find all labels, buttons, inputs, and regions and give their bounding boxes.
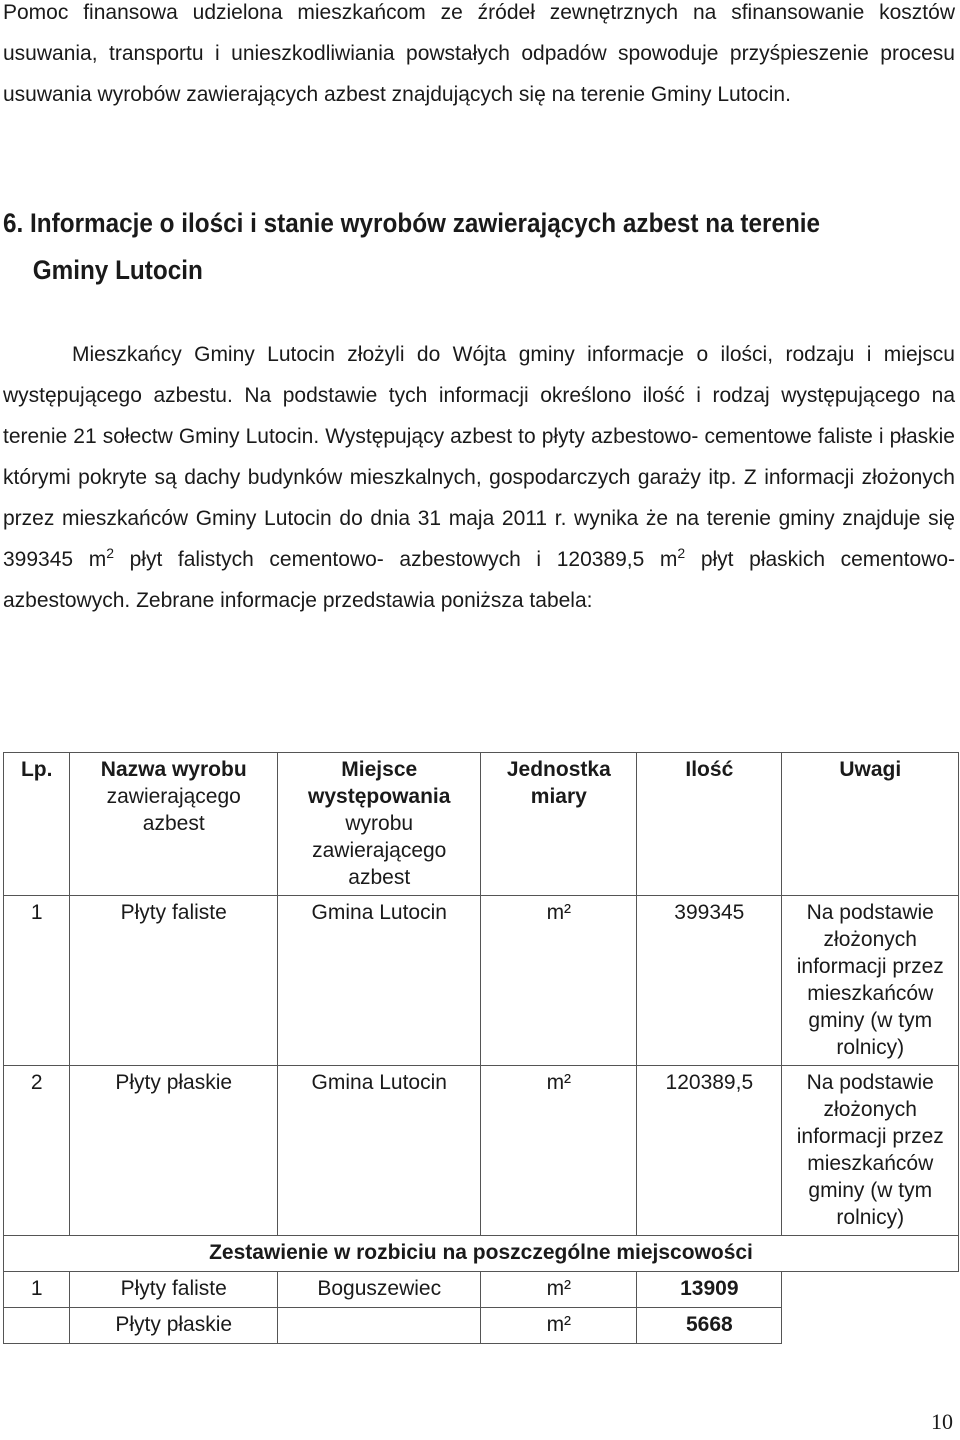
page-number: 10 <box>931 1409 953 1434</box>
header-name <box>70 753 278 896</box>
superscript-2: 2 <box>677 545 686 561</box>
cell-lp: 2 <box>4 1066 70 1236</box>
breakdown-qty: 5668 <box>637 1308 782 1344</box>
header-lp: Lp. <box>4 753 70 896</box>
body-paragraph <box>3 334 955 621</box>
table-header-row <box>4 753 959 896</box>
section-heading <box>3 200 955 294</box>
table-row <box>4 896 959 1066</box>
cell-qty: 399345 <box>637 896 782 1066</box>
header-notes: Uwagi <box>782 753 959 896</box>
breakdown-name: Płyty faliste <box>70 1272 278 1308</box>
section-title-line2: Gminy Lutocin <box>32 255 203 285</box>
breakdown-row <box>4 1272 959 1308</box>
header-unit: Jednostka miary <box>481 753 637 896</box>
section-number: 6. <box>3 208 24 238</box>
breakdown-qty: 13909 <box>637 1272 782 1308</box>
header-name-bold: Nazwa wyrobu <box>100 758 247 781</box>
summary-row <box>4 1236 959 1272</box>
intro-paragraph: Pomoc finansowa udzielona mieszkańcom ze źródeł zewnętrznych na sfinansowanie kosztów usuwania, transportu i unieszkodliwiania powstałych odpadów spowoduje przyśpieszenie procesu usuwania wyrobów zawierających azbest znajdujących się na terenie Gminy Lutocin. <box>3 1 955 106</box>
cell-notes: Na podstawie złożonych informacji przez mieszkańców gminy (w tym rolnicy) <box>782 896 959 1066</box>
header-place-rest: wyrobu zawierającego azbest <box>312 812 447 889</box>
header-place-bold: Miejsce występowania <box>308 758 451 808</box>
cell-name: Płyty faliste <box>70 896 278 1066</box>
cell-name: Płyty płaskie <box>70 1066 278 1236</box>
breakdown-lp <box>4 1308 70 1344</box>
cell-unit: m² <box>481 896 637 1066</box>
breakdown-place: Boguszewiec <box>278 1272 481 1308</box>
header-place <box>278 753 481 896</box>
summary-title: Zestawienie w rozbiciu na poszczególne miejscowości <box>4 1236 959 1272</box>
breakdown-lp: 1 <box>4 1272 70 1308</box>
body-text-part3: płyt płaskich cementowo- azbestowych. Zebrane informacje przedstawia poniższa tabela: <box>3 548 956 612</box>
header-qty: Ilość <box>637 753 782 896</box>
section-title-line1: Informacje o ilości i stanie wyrobów zawierających azbest na terenie <box>30 208 821 238</box>
cell-qty: 120389,5 <box>637 1066 782 1236</box>
breakdown-unit: m² <box>481 1272 637 1308</box>
cell-unit: m² <box>481 1066 637 1236</box>
breakdown-empty <box>782 1272 959 1344</box>
table-row <box>4 1066 959 1236</box>
breakdown-unit: m² <box>481 1308 637 1344</box>
superscript-1: 2 <box>106 545 114 561</box>
header-name-rest: zawierającego azbest <box>106 785 241 835</box>
breakdown-name: Płyty płaskie <box>70 1308 278 1344</box>
cell-notes: Na podstawie złożonych informacji przez mieszkańców gminy (w tym rolnicy) <box>782 1066 959 1236</box>
body-text-part1: Mieszkańcy Gminy Lutocin złożyli do Wójta gminy informacje o ilości, rodzaju i miejscu występującego azbestu. Na podstawie tych informacji określono ilość i rodzaj występującego na terenie 21 sołectw Gminy Lutocin. Występujący azbest to płyty azbestowo- cementowe faliste i płaskie którymi pokryte są dachy budynków mieszkalnych, gospodarczych garaży itp. Z informacji złożonych przez mieszkańców Gminy Lutocin do dnia 31 maja 2011 r. wynika że na terenie gminy znajduje się 399345 m <box>3 343 955 571</box>
breakdown-place <box>278 1308 481 1344</box>
body-text-part2: płyt falistych cementowo- azbestowych i 120389,5 m <box>114 548 678 571</box>
cell-lp: 1 <box>4 896 70 1066</box>
cell-place: Gmina Lutocin <box>278 1066 481 1236</box>
asbestos-table <box>3 752 959 1344</box>
cell-place: Gmina Lutocin <box>278 896 481 1066</box>
